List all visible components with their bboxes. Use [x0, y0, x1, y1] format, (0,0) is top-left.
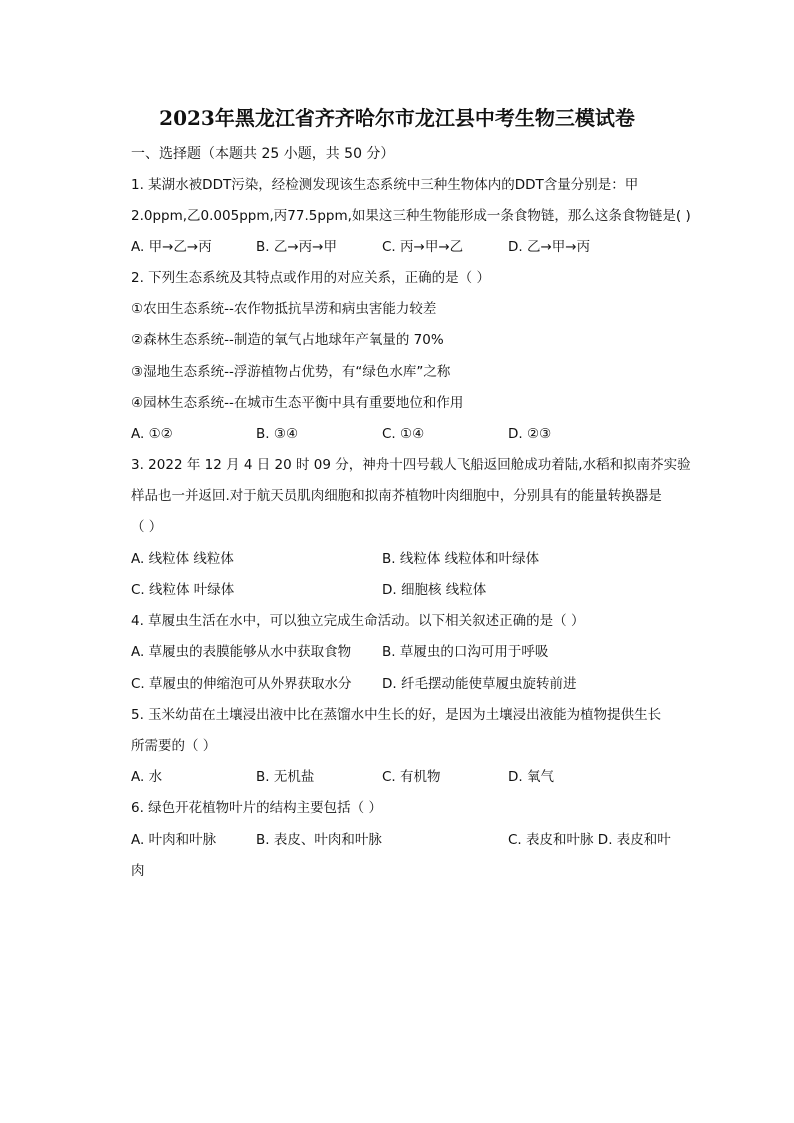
q5-option-c: C. 有机物 [382, 769, 441, 785]
q2-option-b: B. ③④ [256, 426, 299, 442]
q3-option-a: A. 线粒体 线粒体 [131, 551, 234, 567]
q5-option-a: A. 水 [131, 769, 163, 785]
q3-option-c: C. 线粒体 叶绿体 [131, 582, 235, 598]
q1-stem-line2: 2.0ppm,乙0.005ppm,丙77.5ppm,如果这三种生物能形成一条食物链，那么这条食物链是( ) [131, 208, 691, 224]
q5-option-d: D. 氧气 [508, 769, 554, 785]
page-title: 2023年黑龙江省齐齐哈尔市龙江县中考生物三模试卷 [159, 106, 635, 130]
q1-stem-line1: 1. 某湖水被DDT污染，经检测发现该生态系统中三种生物体内的DDT含量分别是：甲 [131, 177, 639, 193]
q3-stem-line2: 样品也一并返回.对于航天员肌肉细胞和拟南芥植物叶肉细胞中，分别具有的能量转换器是 [131, 488, 662, 504]
q2-statement-3: ③湿地生态系统--浮游植物占优势，有“绿色水库”之称 [131, 364, 451, 380]
q6-option-b: B. 表皮、叶肉和叶脉 [256, 832, 382, 848]
q2-statement-4: ④园林生态系统--在城市生态平衡中具有重要地位和作用 [131, 395, 464, 411]
q4-option-a: A. 草履虫的表膜能够从水中获取食物 [131, 644, 352, 660]
q3-stem-line1: 3. 2022 年 12 月 4 日 20 时 09 分，神舟十四号载人飞船返回舱成功着陆,水稻和拟南芥实验 [131, 457, 691, 473]
q6-option-d-wrap: 肉 [131, 863, 145, 879]
q4-option-c: C. 草履虫的伸缩泡可从外界获取水分 [131, 676, 352, 692]
q6-option-cd: C. 表皮和叶脉 D. 表皮和叶 [508, 832, 671, 848]
q1-option-b: B. 乙→丙→甲 [256, 239, 337, 255]
q2-statement-1: ①农田生态系统--农作物抵抗旱涝和病虫害能力较差 [131, 301, 437, 317]
q2-option-a: A. ①② [131, 426, 173, 442]
q2-stem: 2. 下列生态系统及其特点或作用的对应关系，正确的是（ ） [131, 270, 490, 286]
q1-option-c: C. 丙→甲→乙 [382, 239, 464, 255]
q2-option-c: C. ①④ [382, 426, 425, 442]
q4-option-d: D. 纤毛摆动能使草履虫旋转前进 [382, 676, 577, 692]
q3-option-d: D. 细胞核 线粒体 [382, 582, 487, 598]
q2-option-d: D. ②③ [508, 426, 552, 442]
q2-statement-2: ②森林生态系统--制造的氧气占地球年产氧量的 70% [131, 332, 444, 348]
q6-stem: 6. 绿色开花植物叶片的结构主要包括（ ） [131, 800, 382, 816]
q6-option-a: A. 叶肉和叶脉 [131, 832, 217, 848]
q3-stem-line3: （ ） [131, 519, 163, 535]
q5-stem-line2: 所需要的（ ） [131, 738, 217, 754]
q1-option-d: D. 乙→甲→丙 [508, 239, 591, 255]
q5-option-b: B. 无机盐 [256, 769, 315, 785]
q1-option-a: A. 甲→乙→丙 [131, 239, 212, 255]
q5-stem-line1: 5. 玉米幼苗在土壤浸出液中比在蒸馏水中生长的好，是因为土壤浸出液能为植物提供生长 [131, 707, 662, 723]
q4-stem: 4. 草履虫生活在水中，可以独立完成生命活动。以下相关叙述正确的是（ ） [131, 613, 585, 629]
q3-option-b: B. 线粒体 线粒体和叶绿体 [382, 551, 540, 567]
q4-option-b: B. 草履虫的口沟可用于呼吸 [382, 644, 549, 660]
section-heading: 一、选择题（本题共 25 小题，共 50 分） [131, 146, 395, 162]
